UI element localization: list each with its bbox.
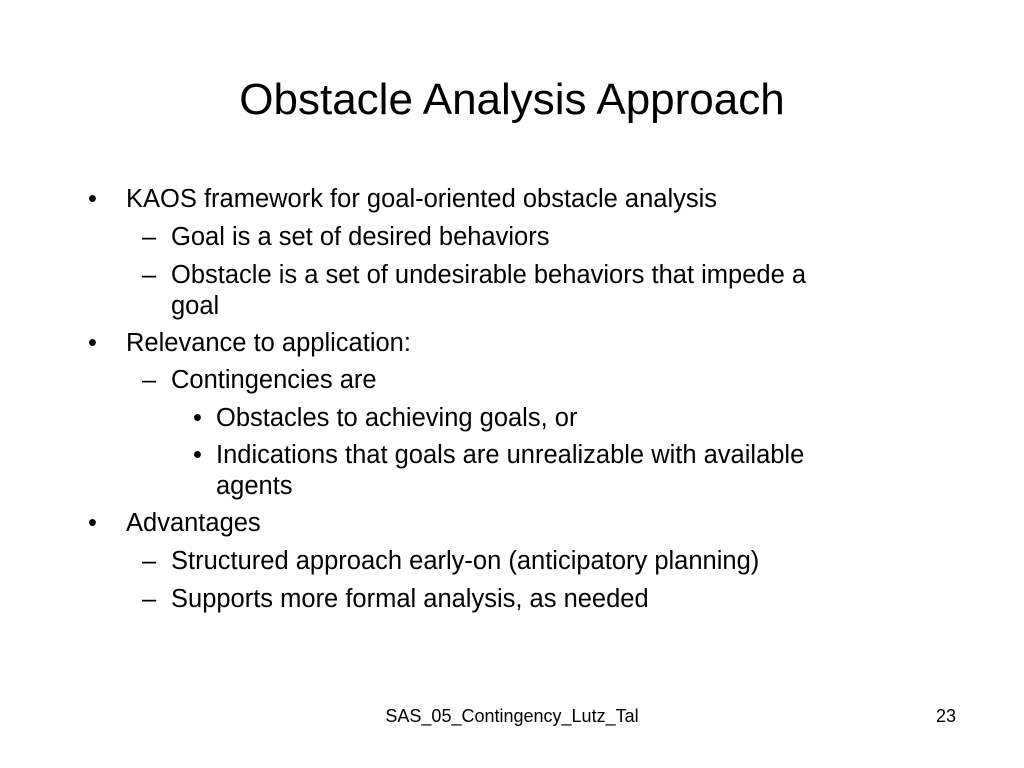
sub-sub-bullet-continuation: agents [216, 472, 293, 500]
slide-number: 23 [936, 706, 957, 726]
footer-presentation-name: SAS_05_Contingency_Lutz_Tal [385, 706, 639, 726]
slide-title: Obstacle Analysis Approach [239, 75, 785, 124]
sub-bullet-text: Contingencies are [171, 366, 377, 394]
dash-marker: – [142, 585, 157, 613]
bullet-marker: • [193, 404, 202, 432]
bullet-marker: • [193, 441, 202, 469]
sub-bullet-continuation: goal [171, 292, 220, 320]
bullet-marker: • [88, 329, 97, 357]
bullet-marker: • [88, 185, 97, 213]
bullet-text: Advantages [126, 509, 261, 537]
sub-sub-bullet-text: Obstacles to achieving goals, or [216, 404, 578, 432]
dash-marker: – [142, 366, 157, 394]
sub-bullet-text: Goal is a set of desired behaviors [171, 223, 550, 251]
dash-marker: – [142, 261, 157, 289]
sub-bullet-text: Supports more formal analysis, as needed [171, 585, 649, 613]
sub-sub-bullet-text: Indications that goals are unrealizable with available [216, 441, 805, 469]
dash-marker: – [142, 547, 157, 575]
sub-bullet-text: Obstacle is a set of undesirable behaviors that impede a [171, 261, 807, 289]
bullet-text: Relevance to application: [126, 329, 411, 357]
sub-bullet-text: Structured approach early-on (anticipatory planning) [171, 547, 760, 575]
bullet-text: KAOS framework for goal-oriented obstacle analysis [126, 185, 718, 213]
dash-marker: – [142, 223, 157, 251]
bullet-marker: • [88, 509, 97, 537]
